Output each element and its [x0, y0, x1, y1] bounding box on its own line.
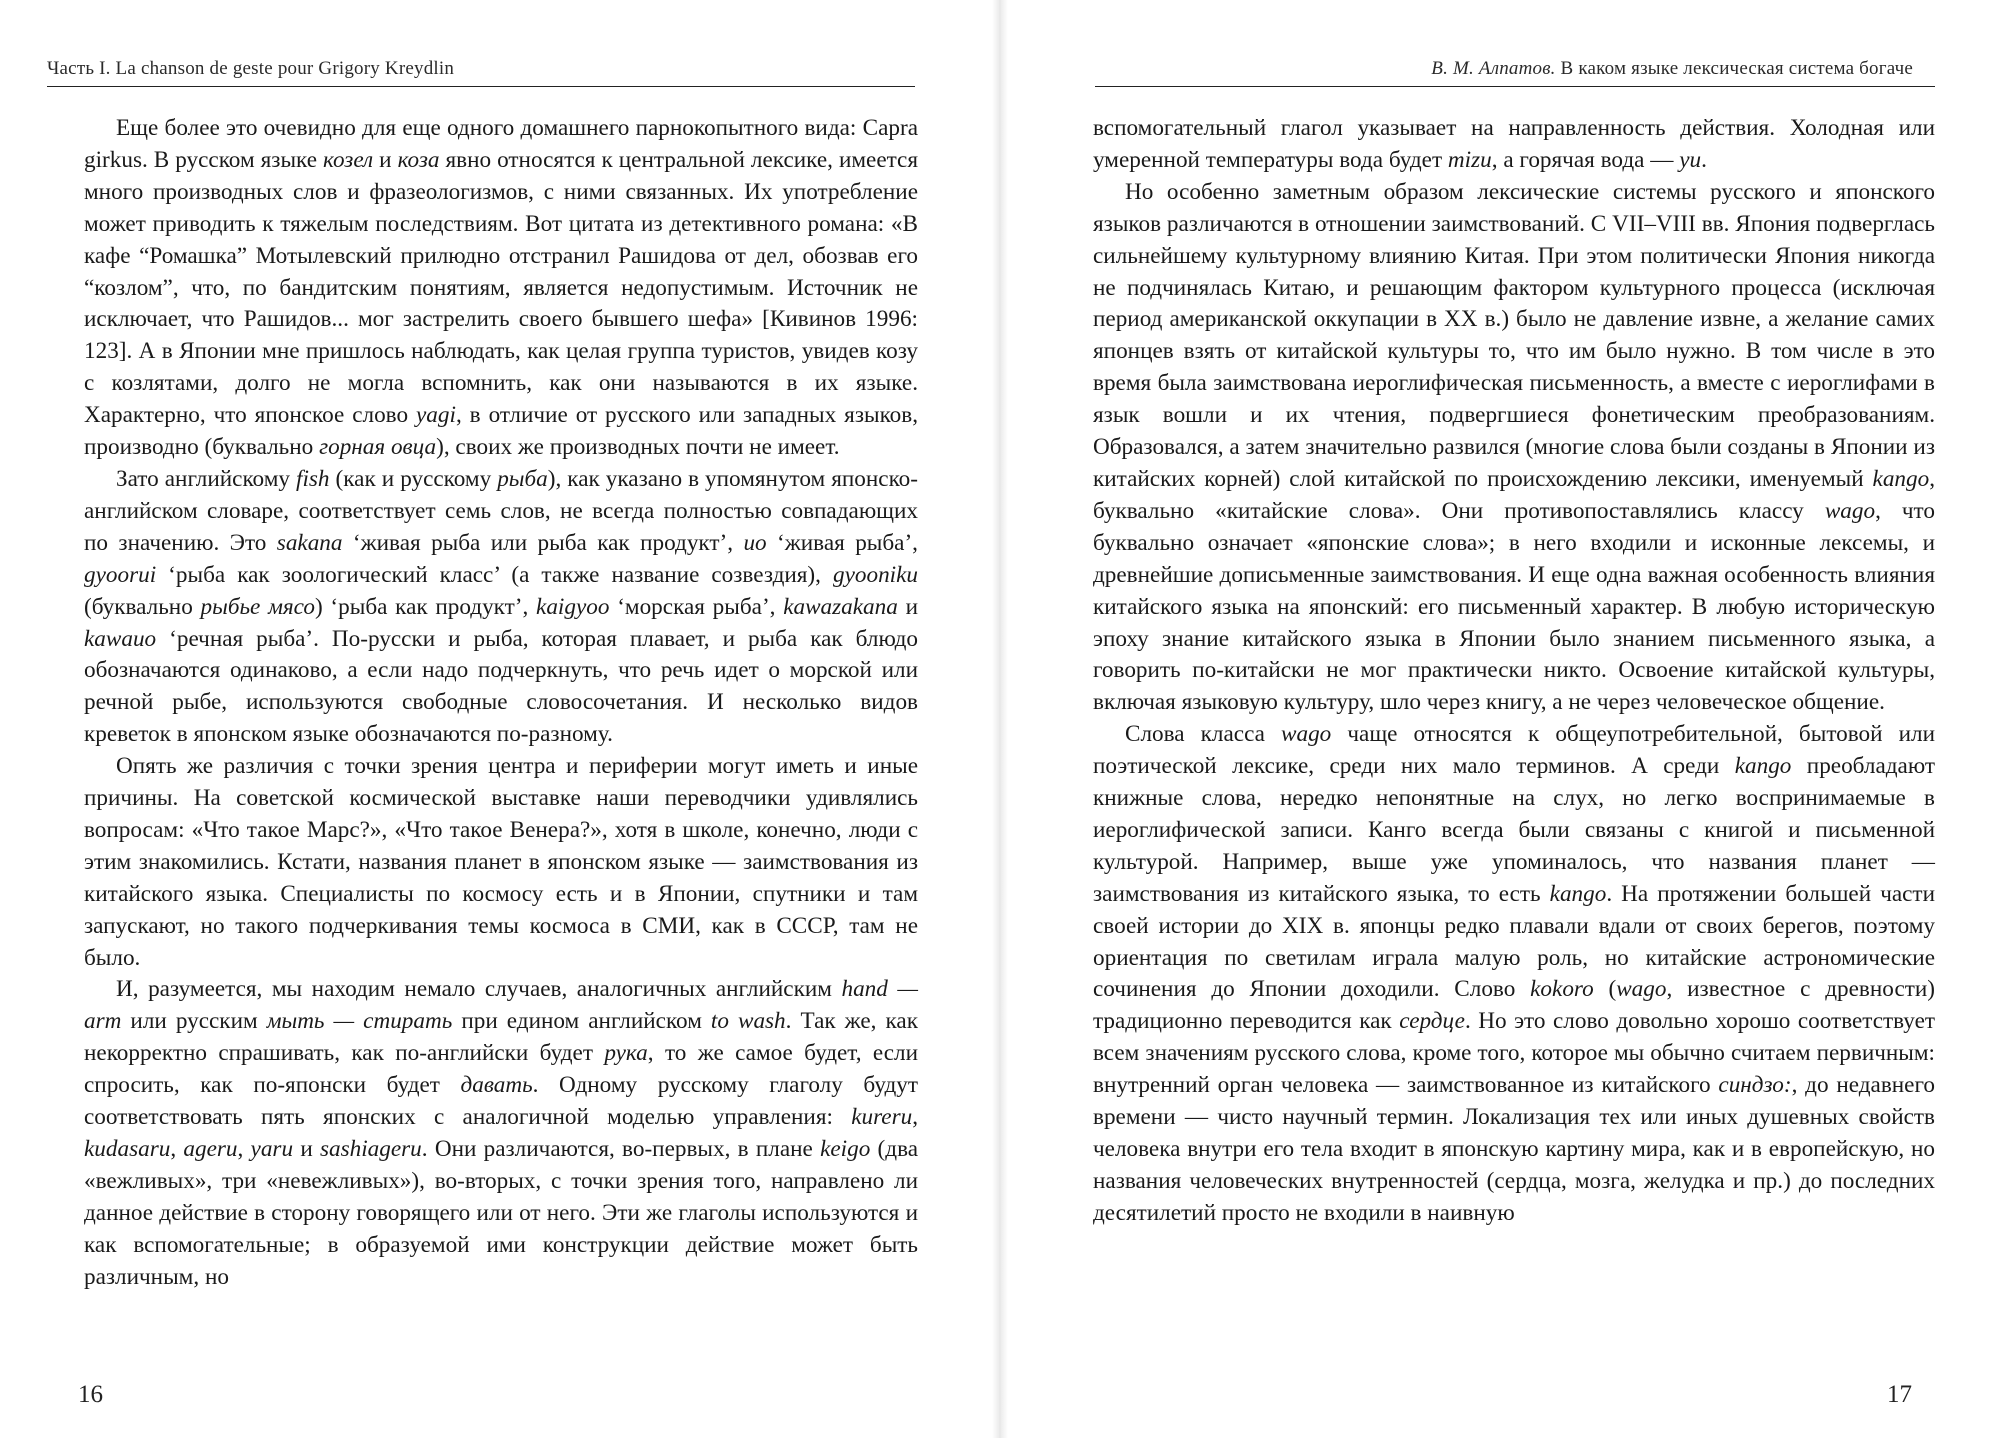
text-run: ‘живая рыба или рыба как продукт’,	[342, 529, 744, 556]
italic-term: hand — arm	[84, 976, 918, 1035]
italic-term: горная овца	[319, 434, 437, 461]
italic-term: сердце	[1399, 1008, 1465, 1035]
text-run: Опять же различия с точки зрения центра и периферии могут иметь и иные причины. На советской космической выставке наши переводчики удивлялись вопросам: «Что такое Марс?», «Что такое Венера?», хотя в школе, конечно, люди с этим знакомились. Кстати, названия планет в японском языке — заимствования из китайского языка. Специалисты по космосу есть и в Японии, спутники и там запускают, но такого подчеркивания темы космоса в СМИ, как в СССР, там не было.	[84, 753, 918, 971]
italic-term: gyoorui	[84, 561, 157, 588]
text-run: .	[1701, 146, 1707, 173]
italic-term: yaru	[250, 1136, 294, 1162]
italic-term: kawazakana	[783, 593, 898, 620]
text-run: Но особенно заметным образом лексические системы русского и японского языков различаются в отношении заимствований. С VII–VIII вв. Япония подверглась сильнейшему культурному влиянию Китая. При этом политически Япония никогда не подчинялась Китаю, и решающим фактором культурного процесса (исключая период американской оккупации в XX в.) было не давление извне, а желание самих японцев взять от китайской культуры то, что им было нужно. В том числе в это время была заимствована иероглифическая письменность, а вместе с иероглифами в язык вошли и их чтения, подвергшиеся фонетическим преобразованиям. Образовался, а затем значительно развился (многие слова были созданы в Японии из китайских корней) слой китайской по происхождению лексики, именуемый	[1093, 178, 1935, 492]
text-run: . Так же, как некорректно спрашивать, как по-английски будет	[84, 1008, 918, 1067]
text-run: . Они различаются, во-первых, в плане	[421, 1136, 821, 1162]
left-page-number: 16	[78, 1381, 103, 1408]
right-running-header-author: В. М. Алпатов.	[1431, 58, 1556, 79]
italic-term: sashiageru	[319, 1136, 422, 1162]
text-run: , в отличие от русского или западных языков, производно (буквально	[84, 402, 918, 461]
italic-term: kango	[1872, 465, 1930, 492]
italic-term: sakana	[276, 529, 343, 556]
text-run: ‘речная рыба’. По-русски и рыба, которая плавает, и рыба как блюдо обозначаются одинаково, а если надо подчеркнуть, что речь идет о морской или речной рыбе, используются свободные словосочетания. И несколько видов креветок в японском языке обозначаются по-разному.	[84, 625, 918, 748]
italic-term: yagi	[416, 402, 456, 429]
text-run: Еще более это очевидно для еще одного домашнего парнокопытного вида: Capra girkus. В русском языке	[84, 115, 918, 173]
text-run: , буквально «китайские слова». Они противопоставлялись классу	[1093, 465, 1935, 524]
text-run: и	[373, 146, 398, 173]
italic-term: kureru	[851, 1104, 913, 1131]
italic-term: синдзо:	[1718, 1072, 1792, 1099]
text-run: ‘морская рыба’,	[609, 593, 784, 620]
text-run: , что буквально означает «японские слова»; в него входили и исконные лексемы, и древнейшие дописьменные заимствования. И еще одна важная особенность влияния китайского языка на японский: его письменный характер. В любую историческую эпоху знание китайского языка в Японии было знанием письменного языка, а говорить по-китайски не мог практически никто. Освоение китайской культуры, включая языковую культуру, шло через книгу, а не через человеческое общение.	[1093, 497, 1935, 716]
text-run: ‘рыба как зоологический класс’ (а также название созвездия),	[156, 561, 833, 588]
text-run: (буквально	[84, 593, 201, 620]
right-page	[1000, 0, 2000, 1438]
italic-term: mizu	[1447, 146, 1492, 173]
italic-term: коза	[397, 146, 440, 173]
text-run: преобладают книжные слова, нередко непонятные на слух, но легко воспринимаемые в иероглифической записи. Канго всегда были связаны с книгой и письменной культурой. Например, выше уже упоминалось, что названия планет — заимствования из китайского языка, то есть	[1093, 753, 1935, 907]
text-run: ) ‘рыба как продукт’,	[314, 593, 537, 620]
text-run: . Одному русскому глаголу будут соответствовать пять японских с аналогичной моделью управления:	[84, 1072, 918, 1131]
italic-term: kango	[1734, 753, 1792, 780]
italic-term: kango	[1549, 880, 1607, 907]
right-page-number: 17	[1887, 1381, 1912, 1408]
text-run: или русским	[121, 1008, 267, 1035]
text-run: вспомогательный глагол указывает на направленность действия. Холодная или умеренной температуры вода будет	[1093, 115, 1935, 173]
text-run: ,	[912, 1104, 918, 1131]
italic-term: wago	[1616, 976, 1667, 1003]
left-body-text	[84, 113, 918, 1294]
italic-term: давать	[460, 1072, 533, 1099]
left-header-rule	[47, 86, 915, 87]
italic-term: kokoro	[1530, 976, 1594, 1003]
text-run: . Но это слово довольно хорошо соответствует всем значениям русского слова, кроме того, которое мы обычно считаем первичным: внутренний орган человека — заимствованное из китайского	[1093, 1008, 1936, 1099]
text-run: Зато английскому	[116, 465, 296, 492]
italic-term: мыть — стирать	[266, 1008, 453, 1035]
text-run: , известное с древности) традиционно переводится как	[1093, 976, 1936, 1035]
text-run: и	[293, 1136, 320, 1162]
italic-term: to wash	[710, 1008, 786, 1035]
text-run: И, разумеется, мы находим немало случаев, аналогичных английским	[116, 976, 842, 1003]
italic-term: рука	[604, 1040, 648, 1067]
text-run: Слова класса	[1125, 721, 1282, 748]
text-run: . На протяжении большей части своей истории до XIX в. японцы редко плавали вдали от своих берегов, поэтому ориентация по светилам играла малую роль, но китайские астрономические сочинения до Японии доходили. Слово	[1093, 880, 1935, 1003]
italic-term: ageru	[183, 1136, 238, 1162]
text-run: (как и русскому	[329, 465, 498, 492]
text-run: ), своих же производных почти не имеет.	[436, 434, 840, 461]
italic-term: рыба	[497, 465, 548, 492]
text-run: ,	[237, 1136, 251, 1162]
italic-term: fish	[296, 465, 330, 492]
italic-term: keigo	[820, 1136, 871, 1162]
text-run: ,	[170, 1136, 184, 1162]
italic-term: kawauo	[84, 625, 157, 652]
italic-term: козел	[323, 146, 374, 173]
text-run: , то же самое будет, если спросить, как по-японски будет	[84, 1040, 918, 1099]
paragraph	[1093, 113, 1935, 177]
left-running-header: Часть I. La chanson de geste pour Grigory Kreydlin	[47, 58, 455, 79]
text-run: , а горячая вода —	[1491, 146, 1680, 173]
text-run: явно относятся к центральной лексике, имеется много производных слов и фразеологизмов, с ними связанных. Их употребление может приводить к тяжелым последствиям. Вот цитата из детективного романа: «В кафе “Ромашка” Мотылевский прилюдно отстранил Рашидова от дел, обозвав его “козлом”, что, по бандитским понятиям, является недопустимым. Источник не исключает, что Рашидов... мог застрелить своего бывшего шефа» [Кивинов 1996: 123]. А в Японии мне пришлось наблюдать, как целая группа туристов, увидев козу с козлятами, долго не могла вспомнить, как они называются в их языке. Характерно, что японское слово	[84, 146, 918, 429]
paragraph	[1093, 719, 1935, 1230]
paragraph	[84, 113, 918, 464]
text-run: , до недавнего времени — чисто научный термин. Локализация тех или иных душевных свойств человека внутри его тела входит в японскую картину мира, как и в европейскую, но названия человеческих внутренностей (сердца, мозга, желудка и пр.) до последних десятилетий просто не входили в наивную	[1093, 1072, 1935, 1226]
italic-term: wago	[1824, 497, 1876, 524]
italic-term: yu	[1679, 146, 1702, 173]
paragraph	[1093, 177, 1935, 719]
right-header-rule	[1095, 86, 1935, 87]
italic-term: рыбье мясо	[200, 593, 315, 620]
italic-term: uo	[743, 529, 767, 556]
right-running-header	[1431, 58, 1913, 80]
italic-term: kaigyoo	[536, 593, 610, 620]
text-run: при едином английском	[452, 1008, 711, 1035]
right-running-header-title: В каком языке лексическая система богаче	[1555, 58, 1913, 79]
text-run: чаще относятся к общеупотребительной, бытовой или поэтической лексике, среди них мало терминов. А среди	[1093, 721, 1936, 780]
paragraph	[84, 751, 918, 974]
italic-term: gyooniku	[833, 561, 918, 588]
paragraph	[84, 464, 918, 751]
italic-term: wago	[1281, 721, 1332, 748]
text-run: ‘живая рыба’,	[766, 529, 918, 556]
right-body-text	[1093, 113, 1935, 1230]
text-run: и	[897, 593, 918, 620]
text-run: (	[1593, 976, 1617, 1003]
paragraph	[84, 974, 918, 1293]
text-run: ), как указано в упомянутом японско-английском словаре, соответствует семь слов, не всегда полностью совпадающих по значению. Это	[84, 465, 918, 556]
italic-term: kudasaru	[84, 1136, 171, 1162]
text-run: (два «вежливых», три «невежливых»), во-вторых, с точки зрения того, направлено ли данное действие в сторону говорящего или от него. Эти же глаголы используются и как вспомогательные; в образуемой ими конструкции действие может быть различным, но	[84, 1136, 919, 1290]
